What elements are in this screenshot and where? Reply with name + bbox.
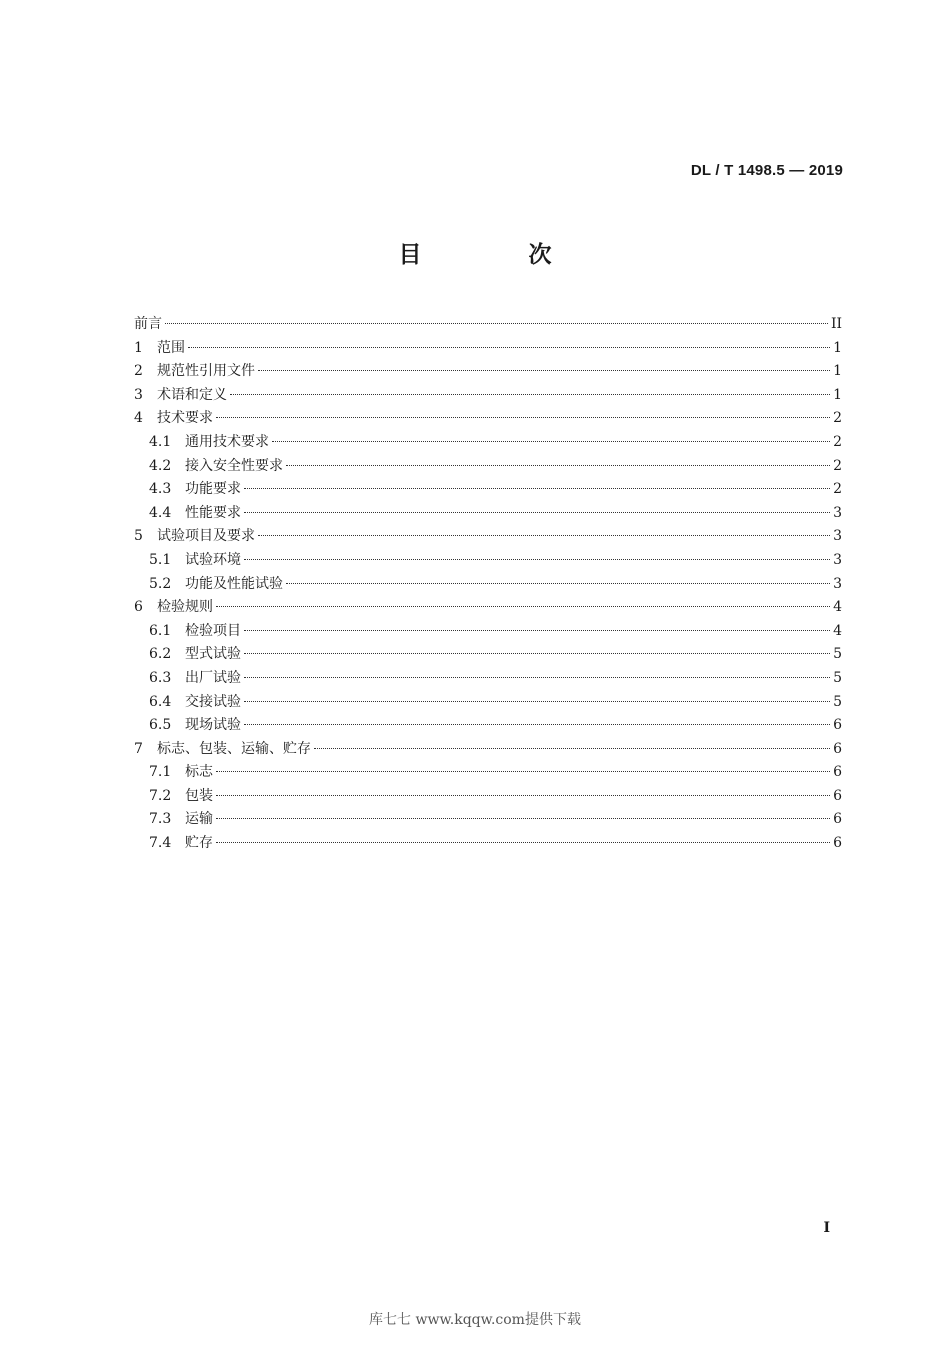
toc-entry-page: 4 <box>833 599 842 616</box>
toc-entry-label: 范围 <box>157 339 185 356</box>
toc-entry[interactable] <box>134 337 842 361</box>
toc-entry-page: 6 <box>833 787 842 804</box>
toc-entry-page: 1 <box>833 363 842 380</box>
toc-entry[interactable] <box>134 455 842 479</box>
toc-entry-number: 7.3 <box>149 811 172 828</box>
toc-entry-label: 包装 <box>185 787 213 804</box>
toc-entry-number: 4.4 <box>149 504 172 521</box>
toc-entry-number: 6.1 <box>149 622 172 639</box>
toc-entry-label: 技术要求 <box>157 410 213 427</box>
toc-entry[interactable] <box>134 643 842 667</box>
toc-entry-page: 3 <box>833 551 842 568</box>
toc-entry-label: 检验项目 <box>185 622 241 639</box>
toc-dot-leader <box>188 347 830 348</box>
toc-dot-leader <box>244 677 830 678</box>
toc-entry-number: 1 <box>134 339 143 356</box>
toc-entry-page: 1 <box>833 339 842 356</box>
toc-entry[interactable] <box>134 714 842 738</box>
toc-entry-page: 5 <box>833 646 842 663</box>
toc-dot-leader <box>244 488 830 489</box>
toc-dot-leader <box>216 795 830 796</box>
toc-entry-page: 2 <box>833 433 842 450</box>
toc-entry-page: 2 <box>833 410 842 427</box>
table-of-contents <box>134 313 842 856</box>
toc-entry-number: 6.5 <box>149 717 172 734</box>
toc-entry[interactable] <box>134 691 842 715</box>
toc-entry-page: 4 <box>833 622 842 639</box>
toc-entry[interactable] <box>134 761 842 785</box>
toc-entry-label: 接入安全性要求 <box>185 457 283 474</box>
toc-entry-number: 7 <box>134 740 143 757</box>
toc-dot-leader <box>244 559 830 560</box>
toc-entry-page: 3 <box>833 528 842 545</box>
toc-entry-number: 5 <box>134 528 143 545</box>
toc-entry-label: 术语和定义 <box>157 386 227 403</box>
page-title: 目 次 <box>398 242 594 268</box>
toc-dot-leader <box>216 842 830 843</box>
toc-dot-leader <box>258 535 830 536</box>
toc-entry-label: 交接试验 <box>185 693 241 710</box>
toc-entry-label: 贮存 <box>185 835 213 852</box>
toc-entry-page: 6 <box>833 811 842 828</box>
toc-dot-leader <box>216 606 830 607</box>
toc-entry-number: 4.3 <box>149 481 172 498</box>
toc-entry[interactable] <box>134 667 842 691</box>
toc-entry-number: 6.2 <box>149 646 172 663</box>
toc-entry-page: 6 <box>833 764 842 781</box>
toc-entry-label: 标志、包装、运输、贮存 <box>157 740 311 757</box>
toc-entry-label: 试验环境 <box>185 551 241 568</box>
toc-dot-leader <box>165 323 828 324</box>
toc-entry-label: 试验项目及要求 <box>157 528 255 545</box>
toc-entry-label: 型式试验 <box>185 646 241 663</box>
toc-entry-page: 6 <box>833 717 842 734</box>
toc-entry[interactable] <box>134 785 842 809</box>
standard-code: DL / T 1498.5 — 2019 <box>690 162 843 179</box>
toc-entry-label: 功能及性能试验 <box>185 575 283 592</box>
toc-entry-page: 5 <box>833 693 842 710</box>
toc-entry-number: 4 <box>134 410 143 427</box>
toc-entry[interactable] <box>134 360 842 384</box>
toc-entry-label: 规范性引用文件 <box>157 363 255 380</box>
toc-entry[interactable] <box>134 525 842 549</box>
toc-entry-page: 2 <box>833 457 842 474</box>
toc-entry-label: 现场试验 <box>185 717 241 734</box>
toc-entry[interactable] <box>134 431 842 455</box>
toc-entry-number: 7.1 <box>149 764 172 781</box>
toc-entry-number: 4.1 <box>149 433 172 450</box>
toc-dot-leader <box>286 465 830 466</box>
toc-entry-page: 6 <box>833 740 842 757</box>
page-number: I <box>823 1220 830 1236</box>
toc-entry-page: 3 <box>833 575 842 592</box>
toc-entry-number: 6.3 <box>149 669 172 686</box>
toc-entry-label: 检验规则 <box>157 599 213 616</box>
toc-entry[interactable] <box>134 808 842 832</box>
toc-entry-number: 5.2 <box>149 575 172 592</box>
toc-entry-number: 7.2 <box>149 787 172 804</box>
toc-entry-label: 出厂试验 <box>185 669 241 686</box>
toc-entry-page: II <box>830 316 842 332</box>
toc-entry[interactable] <box>134 407 842 431</box>
toc-entry-page: 3 <box>833 504 842 521</box>
toc-entry-page: 5 <box>833 669 842 686</box>
toc-dot-leader <box>244 630 830 631</box>
download-footer: 库七七 www.kqqw.com提供下载 <box>369 1312 581 1328</box>
toc-entry[interactable] <box>134 478 842 502</box>
toc-dot-leader <box>272 441 830 442</box>
toc-dot-leader <box>314 748 830 749</box>
toc-dot-leader <box>286 583 830 584</box>
toc-entry-label: 前言 <box>134 316 162 332</box>
toc-entry-number: 6.4 <box>149 693 172 710</box>
toc-entry-page: 1 <box>833 386 842 403</box>
toc-entry-number: 5.1 <box>149 551 172 568</box>
toc-entry[interactable] <box>134 573 842 597</box>
toc-entry-label: 运输 <box>185 811 213 828</box>
toc-dot-leader <box>230 394 830 395</box>
toc-entry[interactable] <box>134 313 842 337</box>
toc-entry-page: 2 <box>833 481 842 498</box>
toc-dot-leader <box>258 370 830 371</box>
toc-entry-number: 3 <box>134 386 143 403</box>
toc-dot-leader <box>216 771 830 772</box>
toc-entry-label: 通用技术要求 <box>185 433 269 450</box>
toc-entry[interactable] <box>134 549 842 573</box>
toc-entry-number: 7.4 <box>149 835 172 852</box>
toc-entry[interactable] <box>134 502 842 526</box>
toc-dot-leader <box>244 512 830 513</box>
toc-entry[interactable] <box>134 620 842 644</box>
toc-entry[interactable] <box>134 596 842 620</box>
toc-entry-number: 4.2 <box>149 457 172 474</box>
toc-entry[interactable] <box>134 832 842 856</box>
toc-entry-page: 6 <box>833 835 842 852</box>
toc-entry-number: 6 <box>134 599 143 616</box>
toc-dot-leader <box>216 818 830 819</box>
toc-entry[interactable] <box>134 738 842 762</box>
toc-dot-leader <box>244 653 830 654</box>
toc-entry-number: 2 <box>134 363 143 380</box>
toc-dot-leader <box>244 701 830 702</box>
toc-dot-leader <box>244 724 830 725</box>
toc-dot-leader <box>216 417 830 418</box>
toc-entry[interactable] <box>134 384 842 408</box>
toc-entry-label: 功能要求 <box>185 481 241 498</box>
toc-entry-label: 性能要求 <box>185 504 241 521</box>
toc-entry-label: 标志 <box>185 764 213 781</box>
